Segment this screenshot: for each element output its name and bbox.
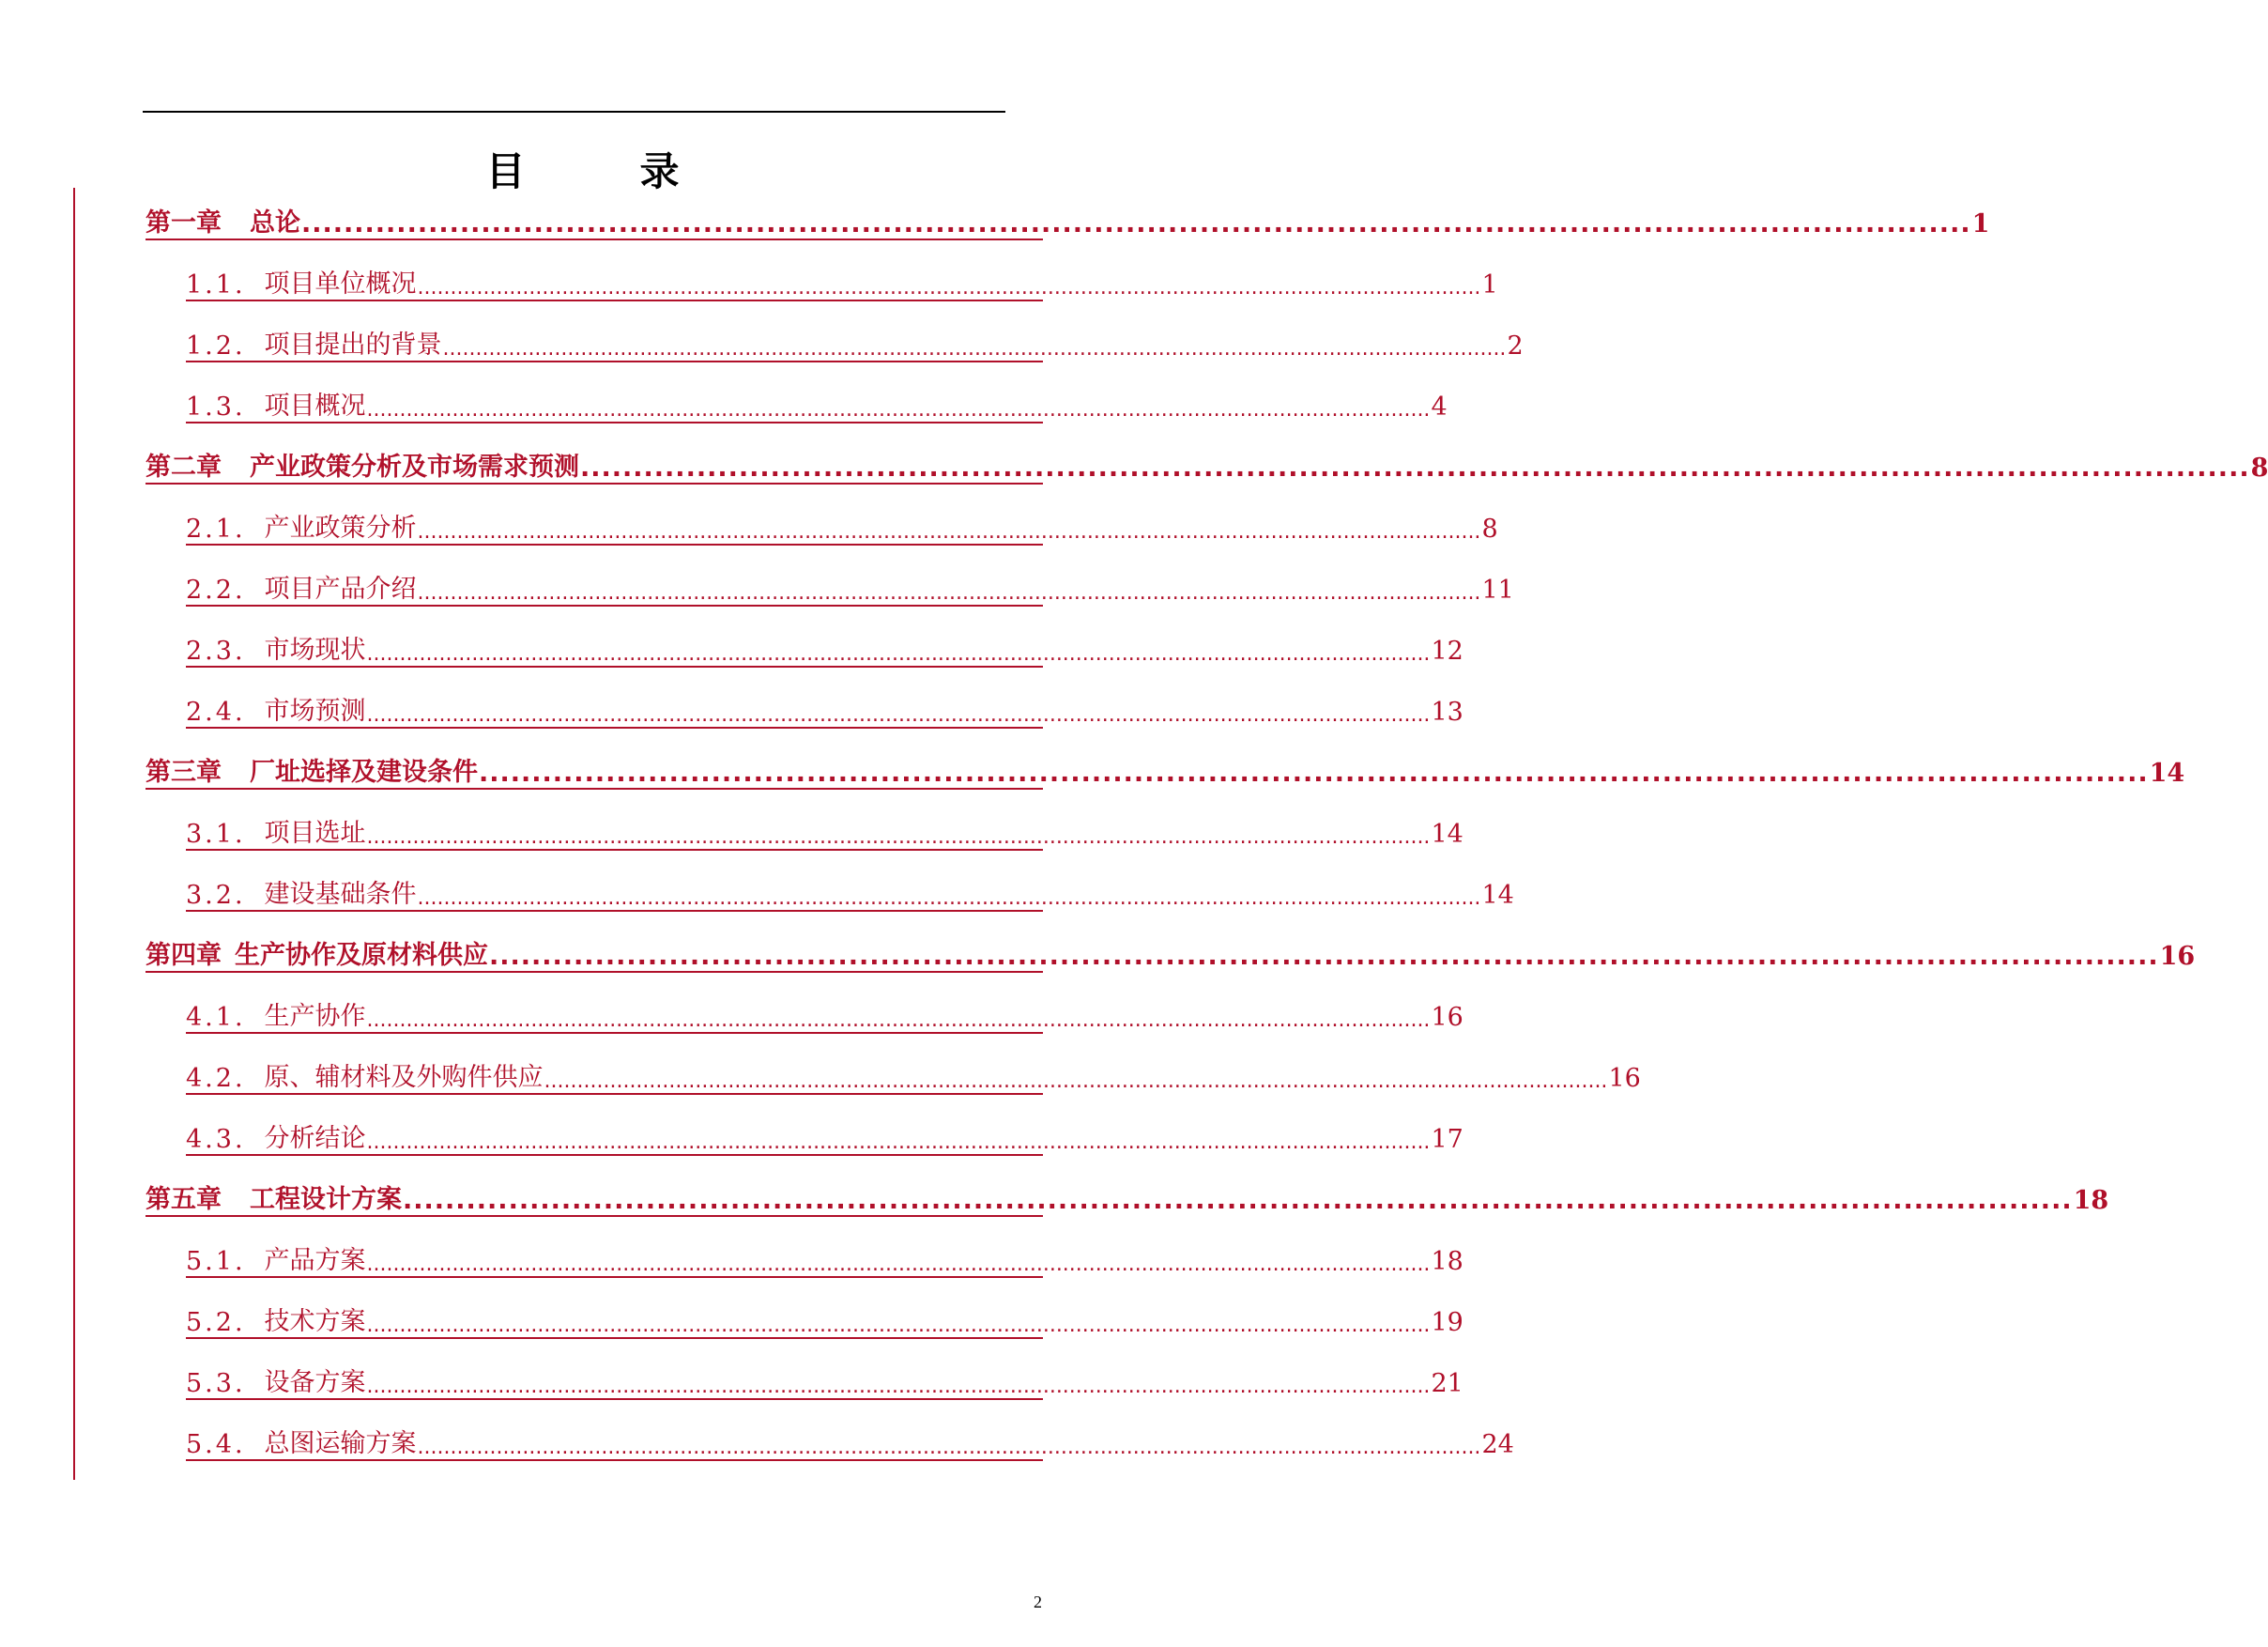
toc-chapter-1[interactable]: [146, 197, 1990, 240]
toc-leader-dots: ..................................................................................................................................................................: [417, 886, 1481, 910]
toc-leader-dots: ..................................................................................................................................................................: [417, 1436, 1481, 1459]
toc-section-4-3[interactable]: [186, 1113, 1463, 1156]
toc-entry-number: 5.2.: [186, 1308, 246, 1337]
toc-leader-dots: ..................................................................................................................................................................: [366, 1375, 1431, 1398]
toc-entry-text: 产业政策分析及市场需求预测: [250, 453, 579, 482]
toc-section-5-2[interactable]: [186, 1296, 1463, 1339]
toc-entry-number: 第五章: [146, 1185, 222, 1214]
page-number: 2: [1034, 1593, 1042, 1611]
toc-entry-text: 项目提出的背景: [264, 331, 442, 360]
toc-entry-page: 12: [1431, 637, 1463, 666]
toc-leader-dots: ..............................................................................................................................................................: [301, 209, 1971, 239]
toc-entry-page: 13: [1431, 698, 1463, 727]
toc-leader-dots: ..............................................................................................................................................................: [479, 759, 2149, 788]
toc-section-2-1[interactable]: [186, 502, 1498, 546]
toc-entry-text: 产品方案: [264, 1246, 366, 1275]
toc-entry-number: 1.3.: [186, 393, 246, 422]
toc-entry-number: 第一章: [146, 208, 222, 238]
toc-entry-page: 11: [1481, 576, 1514, 605]
toc-section-4-2[interactable]: [186, 1052, 1641, 1095]
toc-entry-page: 2: [1507, 331, 1524, 361]
toc-entry-page: 19: [1431, 1308, 1463, 1337]
toc-entry-text: 市场现状: [264, 636, 366, 665]
toc-leader-dots: ..................................................................................................................................................................: [366, 825, 1431, 849]
toc-entry-page: 1: [1481, 270, 1498, 300]
toc-entry-number: 3.2.: [186, 881, 246, 910]
toc-section-1-2[interactable]: [186, 319, 1524, 362]
toc-entry-text: 工程设计方案: [250, 1185, 402, 1214]
toc-entry-text: 市场预测: [264, 697, 366, 726]
toc-entry-page: 14: [2149, 759, 2185, 788]
toc-entry-page: 16: [2159, 942, 2196, 971]
toc-section-5-1[interactable]: [186, 1235, 1463, 1278]
toc-leader-dots: ..................................................................................................................................................................: [366, 642, 1431, 666]
toc-entry-number: 第四章: [146, 941, 222, 970]
toc-entry-text: 建设基础条件: [264, 880, 417, 909]
toc-leader-dots: ..................................................................................................................................................................: [366, 1131, 1431, 1154]
toc-entry-number: 5.3.: [186, 1369, 246, 1398]
toc-entry-page: 18: [1431, 1247, 1463, 1276]
toc-entry-text: 技术方案: [264, 1307, 366, 1336]
toc-leader-dots: ..................................................................................................................................................................: [544, 1070, 1608, 1093]
toc-entry-text: 生产协作及原材料供应: [235, 941, 488, 970]
toc-leader-dots: ..................................................................................................................................................................: [417, 520, 1481, 544]
toc-entry-number: 1.1.: [186, 270, 246, 300]
toc-chapter-4[interactable]: [146, 930, 2196, 973]
toc-section-5-3[interactable]: [186, 1357, 1463, 1400]
toc-chapter-5[interactable]: [146, 1174, 2109, 1217]
toc-entry-text: 原、辅材料及外购件供应: [264, 1063, 544, 1092]
toc-entry-number: 5.1.: [186, 1247, 246, 1276]
toc-leader-dots: ..................................................................................................................................................................: [366, 1253, 1431, 1276]
toc-section-2-2[interactable]: [186, 563, 1514, 607]
toc-entry-text: 总图运输方案: [264, 1429, 417, 1458]
toc-leader-dots: ..............................................................................................................................................................: [403, 1186, 2073, 1215]
toc-chapter-3[interactable]: [146, 747, 2185, 790]
toc-entry-number: 2.2.: [186, 576, 246, 605]
toc-entry-page: 17: [1431, 1125, 1463, 1154]
toc-entry-page: 21: [1431, 1369, 1463, 1398]
toc-section-5-4[interactable]: [186, 1418, 1514, 1461]
toc-section-3-1[interactable]: [186, 808, 1463, 851]
toc-section-1-1[interactable]: [186, 258, 1498, 301]
toc-leader-dots: ..............................................................................................................................................................: [489, 942, 2159, 971]
toc-leader-dots: ..................................................................................................................................................................: [442, 337, 1507, 361]
toc-entry-number: 4.1.: [186, 1003, 246, 1032]
toc-entry-page: 16: [1608, 1064, 1641, 1093]
toc-entry-text: 项目产品介绍: [264, 575, 417, 604]
toc-entry-page: 14: [1431, 820, 1463, 849]
toc-entry-number: 1.2.: [186, 331, 246, 361]
toc-leader-dots: ..............................................................................................................................................................: [580, 454, 2250, 483]
toc-section-4-1[interactable]: [186, 991, 1463, 1034]
toc-entry-number: 5.4.: [186, 1430, 246, 1459]
toc-entry-page: 4: [1431, 393, 1448, 422]
toc-entry-text: 项目单位概况: [264, 269, 417, 299]
toc-entry-text: 生产协作: [264, 1002, 366, 1031]
toc-leader-dots: ..................................................................................................................................................................: [417, 581, 1481, 605]
toc-leader-dots: ..................................................................................................................................................................: [366, 1314, 1431, 1337]
toc-entry-page: 8: [2250, 454, 2268, 483]
toc-entry-page: 16: [1431, 1003, 1463, 1032]
toc-entry-number: 第二章: [146, 453, 222, 482]
toc-entry-text: 产业政策分析: [264, 514, 417, 543]
toc-entry-number: 2.1.: [186, 515, 246, 544]
toc-title: 目 录: [485, 148, 717, 194]
toc-entry-number: 第三章: [146, 758, 222, 787]
toc-leader-dots: ..................................................................................................................................................................: [417, 276, 1481, 300]
toc-entry-text: 厂址选择及建设条件: [250, 758, 478, 787]
toc-entry-page: 18: [2073, 1186, 2109, 1215]
toc-section-1-3[interactable]: [186, 380, 1448, 423]
toc-chapter-2[interactable]: [146, 441, 2268, 485]
toc-entry-page: 1: [1971, 209, 1990, 239]
toc-entry-number: 4.3.: [186, 1125, 246, 1154]
toc-leader-dots: ..................................................................................................................................................................: [366, 1008, 1431, 1032]
toc-entry-page: 8: [1481, 515, 1498, 544]
toc-section-3-2[interactable]: [186, 869, 1514, 912]
toc-leader-dots: ..................................................................................................................................................................: [366, 703, 1431, 727]
toc-section-2-3[interactable]: [186, 624, 1463, 668]
toc-entry-number: 4.2.: [186, 1064, 246, 1093]
toc-entry-text: 项目选址: [264, 819, 366, 848]
toc-entry-text: 项目概况: [264, 392, 366, 421]
toc-entry-text: 设备方案: [264, 1368, 366, 1397]
toc-entry-page: 24: [1481, 1430, 1514, 1459]
toc-entry-text: 总论: [250, 208, 300, 238]
toc-entry-number: 2.3.: [186, 637, 246, 666]
toc-section-2-4[interactable]: [186, 685, 1463, 729]
toc-entry-number: 3.1.: [186, 820, 246, 849]
toc-entry-number: 2.4.: [186, 698, 246, 727]
toc-entry-text: 分析结论: [264, 1124, 366, 1153]
toc-entry-page: 14: [1481, 881, 1514, 910]
toc-leader-dots: ..................................................................................................................................................................: [366, 398, 1431, 422]
